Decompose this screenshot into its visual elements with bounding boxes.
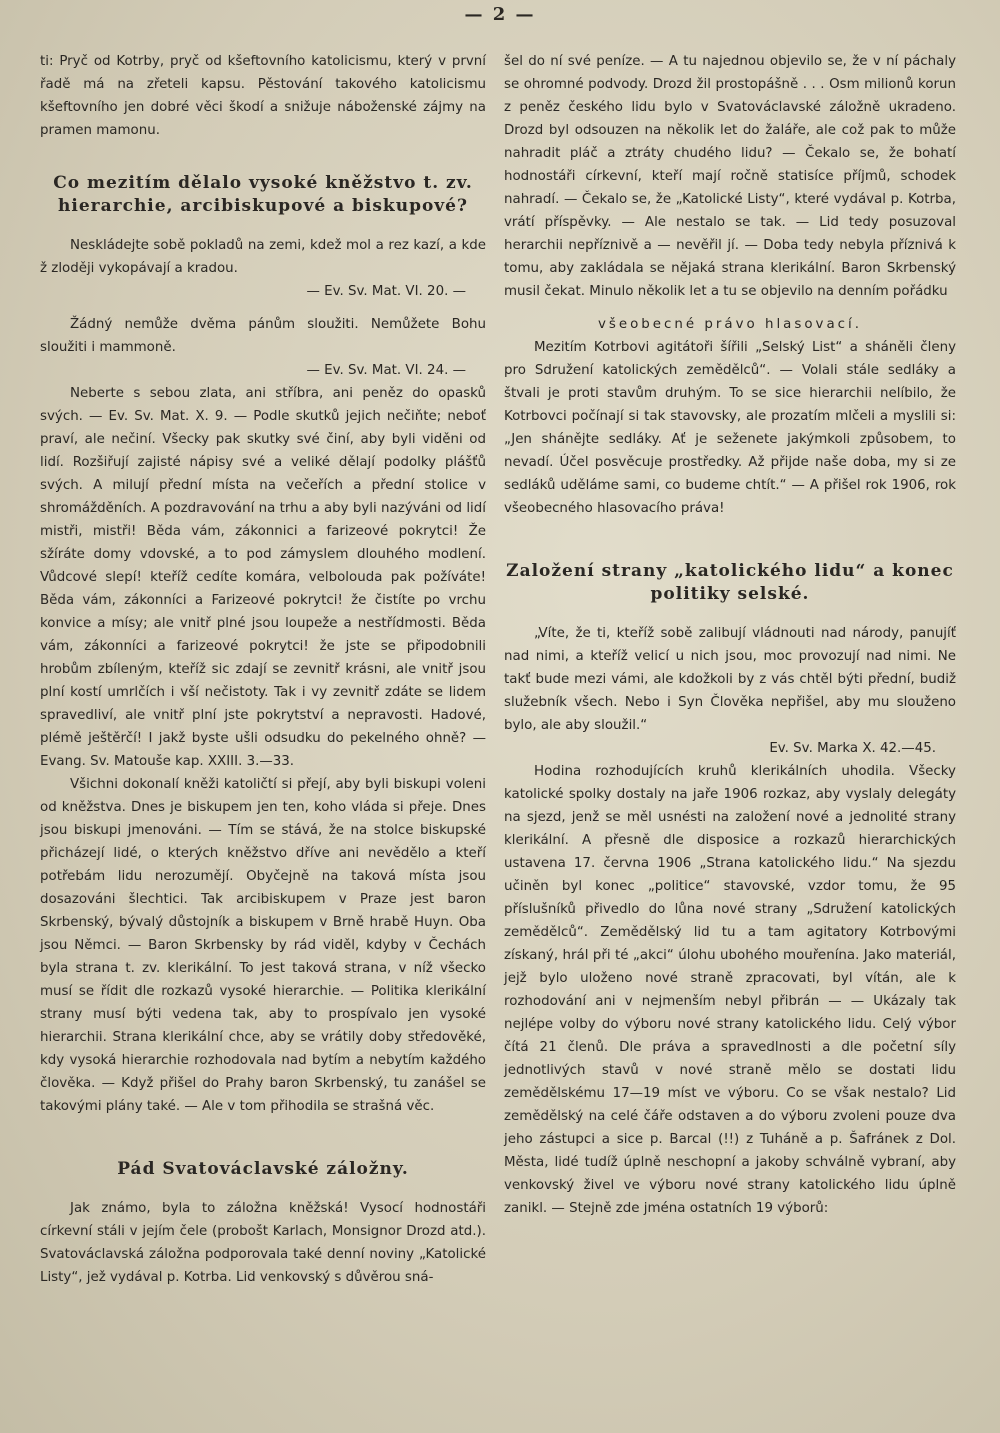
page-number: — 2 — <box>464 4 536 25</box>
right-column <box>504 50 956 1220</box>
heading-party-founding: Založení strany „katolického lidu“ a konec politiky selské. <box>506 561 954 604</box>
bishops-paragraph: Všichni dokonalí kněži katoličtí si přejí, aby byli biskupi voleni od kněžstva. Dnes je biskupem jen ten, koho vláda si přeje. Dnes jsou biskupi jmenováni. — Tím se stává, že na stolce biskupské přicházejí lidé, o kterých kněžstvo dříve ani nevědělo a kteří potřebám lidu nerozumějí. Obyčejně na taková místa jsou dosazováni šlechtici. Tak arcibiskupem v Praze jest baron Skrbenský, bývalý důstojník a biskupem v Brně hrabě Huyn. Oba jsou Němci. — Baron Skrbensky by rád viděl, kdyby v Čechách byla strana t. zv. klerikální. To jest taková strana, v níž všecko musí se řídit dle rozkazů vysoké hierarchie. — Politika klerikální strany musí býti vedena tak, aby to prospívalo jen vysoké hierarchii. Strana klerikální chce, aby se vrátily doby středověké, kdy vysoká hierarchie rozhodovala nad bytím a nebytím každého člověka. — Když přišel do Prahy baron Skrbenský, tu zanášel se takovými plány také. — Ale v tom přihodila se strašná věc. <box>40 777 486 1114</box>
heading-hierarchy: Co mezitím dělalo vysoké kněžstvo t. zv. hierarchie, arcibiskupové a biskupové? <box>53 173 473 216</box>
scripture-ref-3: Ev. Sv. Marka X. 42.—45. <box>769 741 936 756</box>
heading-savings-bank: Pád Svatováclavské záložny. <box>117 1159 409 1179</box>
scripture-ref-2: — Ev. Sv. Mat. VI. 24. — <box>306 363 466 378</box>
savings-bank-paragraph: Jak známo, byla to záložna kněžská! Vysocí hodnostáři církevní stáli v jejím čele (probošt Karlach, Monsignor Drozd atd.). Svatováclavská záložna podporovala také denní noviny „Katolické Listy“, jež vydával p. Kotrba. Lid venkovský s důvěrou sná- <box>40 1201 486 1285</box>
party-paragraph: Hodina rozhodujících kruhů klerikálních uhodila. Všecky katolické spolky dostaly na jaře 1906 rozkaz, aby vyslaly delegáty na sjezd, jenž se měl usnésti na založení nové a jednolité strany klerikální. A přesně dle disposice a rozkazů hierarchických ustavena 17. června 1906 „Strana katolického lidu.“ Na sjezdu učiněn byl konec „politice“ stavovské, vzdor tomu, že 95 příslušníků přivedlo do lůna nové strany „Sdružení katolických zemědělců“. Zemědělský lid tu a tam agitatory Kotrbovými získaný, hrál při té „akci“ úlohu ubohého mouřenína. Jako materiál, jejž bylo uloženo nové straně zpracovati, byl vítán, ale k rozhodování ani v nejmenším nebyl přibrán — — Ukázaly tak nejlépe volby do výboru nové strany katolického lidu. Celý výbor čítá 21 členů. Dle práva a spravedlnosti a dle početní síly jednotlivých stavů v nové straně mělo se dostati lidu zemědělskému 17—19 míst ve výboru. Co se však nestalo? Lid zemědělský na celé čáře odstaven a do výboru zvoleni pouze dva jeho zástupci a sice p. Barcal (!!) z Tuháně a p. Šafránek z Dol. Města, lidé tudíž úplně neschopní a jakoby schválně vybraní, aby venkovský živel ve výboru nové strany katolického lidu úplně zanikl. — Stejně zde jména ostatních 19 výborů: <box>504 764 956 1216</box>
left-column <box>40 50 486 1289</box>
scripture-quote-1: Neskládejte sobě pokladů na zemi, kdež mol a rez kazí, a kde ž zloději vykopávají a kradou. <box>40 238 486 276</box>
fraud-paragraph: šel do ní své peníze. — A tu najednou objevilo se, že v ní páchaly se ohromné podvody. Drozd žil prostopášně . . . Osm milionů korun z peněz českého lidu bylo v Svatováclavské záložně ukradeno. Drozd byl odsouzen na několik let do žaláře, ale což pak to může nahradit pláč a ztráty chudého lidu? — Čekalo se, že bohatí hodnostáři církevní, kteří mají ročně statisíce příjmů, schodek nahradí. — Čekalo se, že „Katolické Listy“, které vydával p. Kotrba, vrátí příspěvky. — Ale nestalo se tak. — Lid tedy posuzoval herarchii nepříznivě a — nevěřil jí. — Doba tedy nebyla příznivá k tomu, aby zakládala se nějaká strana klerikální. Baron Skrbenský musil čekat. Minulo několik let a tu se objevilo na denním pořádku <box>504 54 956 299</box>
scripture-quote-4: „Víte, že ti, kteříž sobě zalibují vládnouti nad národy, panujíť nad nimi, a kteříž velicí u nich jsou, moc provozují nad nimi. Ne takť bude mezi vámi, ale kdožkoli by z vás chtěl býti přední, budiž služebník všech. Nebo i Syn Člověka nepřišel, aby mu slouženo bylo, ale aby sloužil.“ <box>504 626 956 733</box>
suffrage-line: všeobecné právo hlasovací. <box>597 317 863 332</box>
scripture-quote-2: Žádný nemůže dvěma pánům sloužiti. Nemůžete Bohu sloužiti i mammoně. <box>40 317 486 355</box>
agitators-paragraph: Mezitím Kotrbovi agitátoři šířili „Selský List“ a sháněli členy pro Sdružení katolických zemědělců“. — Volali stále sedláky a štvali je proti stavům druhým. To se sice hierarchii nelíbilo, že Kotrbovci počínají si tak stavovsky, ale prozatím mlčeli a myslili si: „Jen sháněјte sedláky. Ať je seženete jakýmkoli způsobem, to nevadí. Účel posvěcuje prostředky. Až přijde naše doba, my si ze sedláků uděláme sami, co budeme chtít.“ — A přišel rok 1906, rok všeobecného hlasovacího práva! <box>504 340 956 516</box>
scripture-quote-3: Neberte s sebou zlata, ani stříbra, ani peněz do opasků svých. — Ev. Sv. Mat. X. 9. — Podle skutků jejich nečiňte; neboť praví, ale nečiní. Všecky pak skutky své činí, aby byli viděni od lidí. Rozšiřují zajisté nápisy své a veliké dělají podolky plášťů svých. A milují přední místa na večeřích a přední stolice v shromážděních. A pozdravování na trhu a aby byli nazýváni od lidí mistři, mistři! Běda vám, zákonnici a farizeové pokrytci! Že sžíráte domy vdovské, a to pod zámyslem dlouhého modlení. Vůdcové slepí! kteříž cedíte komára, velbolouda pak požíváte! Běda vám, zákonníci a Farizeové pokrytci! že čistíte po vrchu konvice a mísy; ale vnitř plné jsou loupeže a nestřídmosti. Běda vám, zákonníci a farizeové pokrytci! že jste se připodobnili hrobům zbíleným, kteříž sic zdají se zevnitř krásni, ale vnitř jsou plní kostí umrlčích i vší nečistoty. Tak i vy zevnitř zdáte se lidem spravedliví, ale vnitř plní jste pokrytství a nepravosti. Hadové, plémě ještěrčí! I jakž byste ušli odsudku do pekelného ohně? — Evang. Sv. Matouše kap. XXIII. 3.—33. <box>40 386 486 769</box>
intro-paragraph: ti: Pryč od Kotrby, pryč od kšeftovního katolicismu, který v první řadě má na zřeteli kapsu. Pěstování takového katolicismu kšeftovního jen dobré věci škodí a snižuje náboženské zájmy na pramen mamonu. <box>40 54 486 138</box>
scripture-ref-1: — Ev. Sv. Mat. VI. 20. — <box>306 284 466 299</box>
